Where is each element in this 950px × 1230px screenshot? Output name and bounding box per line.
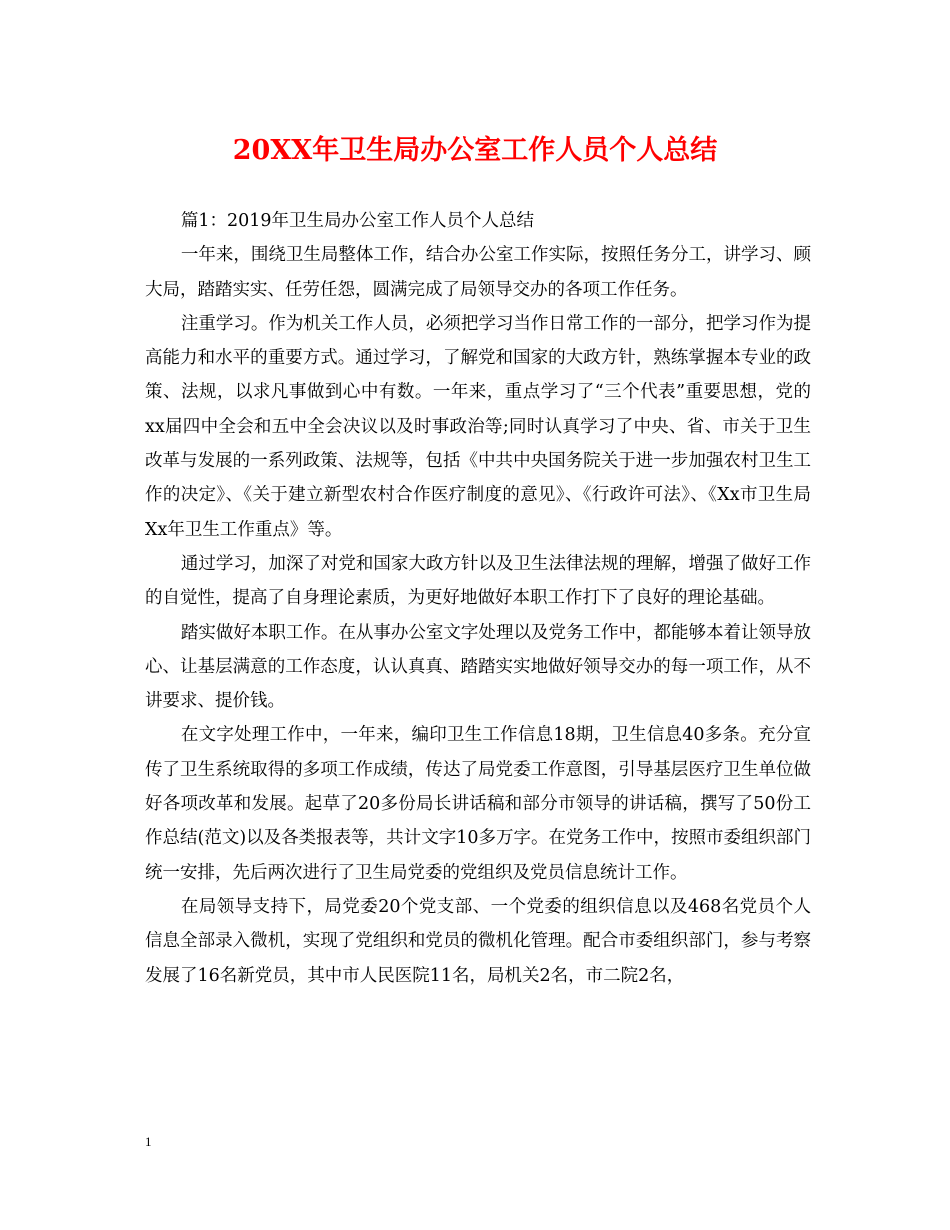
paragraph-chapter-heading: 篇1：2019年卫生局办公室工作人员个人总结	[180, 211, 535, 231]
paragraph-study: 注重学习。作为机关工作人员，必须把学习当作日常工作的一部分，把学习作为提高能力和水平的重要方式。通过学习，了解党和国家的大政方针，熟练掌握本专业的政策、法规，以求凡事做到心中有数。一年来，重点学习了“三个代表”重要思想，党的xx届四中全会和五中全会决议以及时事政治等;同时认真学习了中央、省、市关于卫生改革与发展的一系列政策、法规等，包括《中共中央国务院关于进一步加强农村卫生工作的决定》、《关于建立新型农村合作医疗制度的意见》、《行政许可法》、《Xx市卫生局Xx年卫生工作重点》等。	[145, 313, 811, 540]
page-number: 1	[145, 1134, 152, 1149]
paragraph-intro: 一年来，围绕卫生局整体工作，结合办公室工作实际，按照任务分工，讲学习、顾大局，踏踏实实、任劳任怨，圆满完成了局领导交办的各项工作任务。	[145, 245, 811, 300]
paragraph-duty: 踏实做好本职工作。在从事办公室文字处理以及党务工作中，都能够本着让领导放心、让基层满意的工作态度，认认真真、踏踏实实地做好领导交办的每一项工作，从不讲要求、提价钱。	[145, 622, 811, 712]
document-title: 20XX年卫生局办公室工作人员个人总结	[232, 135, 718, 166]
paragraph-study-result: 通过学习，加深了对党和国家大政方针以及卫生法律法规的理解，增强了做好工作的自觉性，提高了自身理论素质，为更好地做好本职工作打下了良好的理论基础。	[145, 553, 811, 609]
document-body	[145, 204, 811, 993]
paragraph-text-work: 在文字处理工作中，一年来，编印卫生工作信息18期，卫生信息40多条。充分宣传了卫生系统取得的多项工作成绩，传达了局党委工作意图，引导基层医疗卫生单位做好各项改革和发展。起草了20多份局长讲话稿和部分市领导的讲话稿，撰写了50份工作总结(范文)以及各类报表等，共计文字10多万字。在党务工作中，按照市委组织部门统一安排，先后两次进行了卫生局党委的党组织及党员信息统计工作。	[145, 725, 811, 883]
paragraph-party-work: 在局领导支持下，局党委20个党支部、一个党委的组织信息以及468名党员个人信息全部录入微机，实现了党组织和党员的微机化管理。配合市委组织部门，参与考察发展了16名新党员，其中市人民医院11名，局机关2名，市二院2名，	[145, 896, 811, 986]
